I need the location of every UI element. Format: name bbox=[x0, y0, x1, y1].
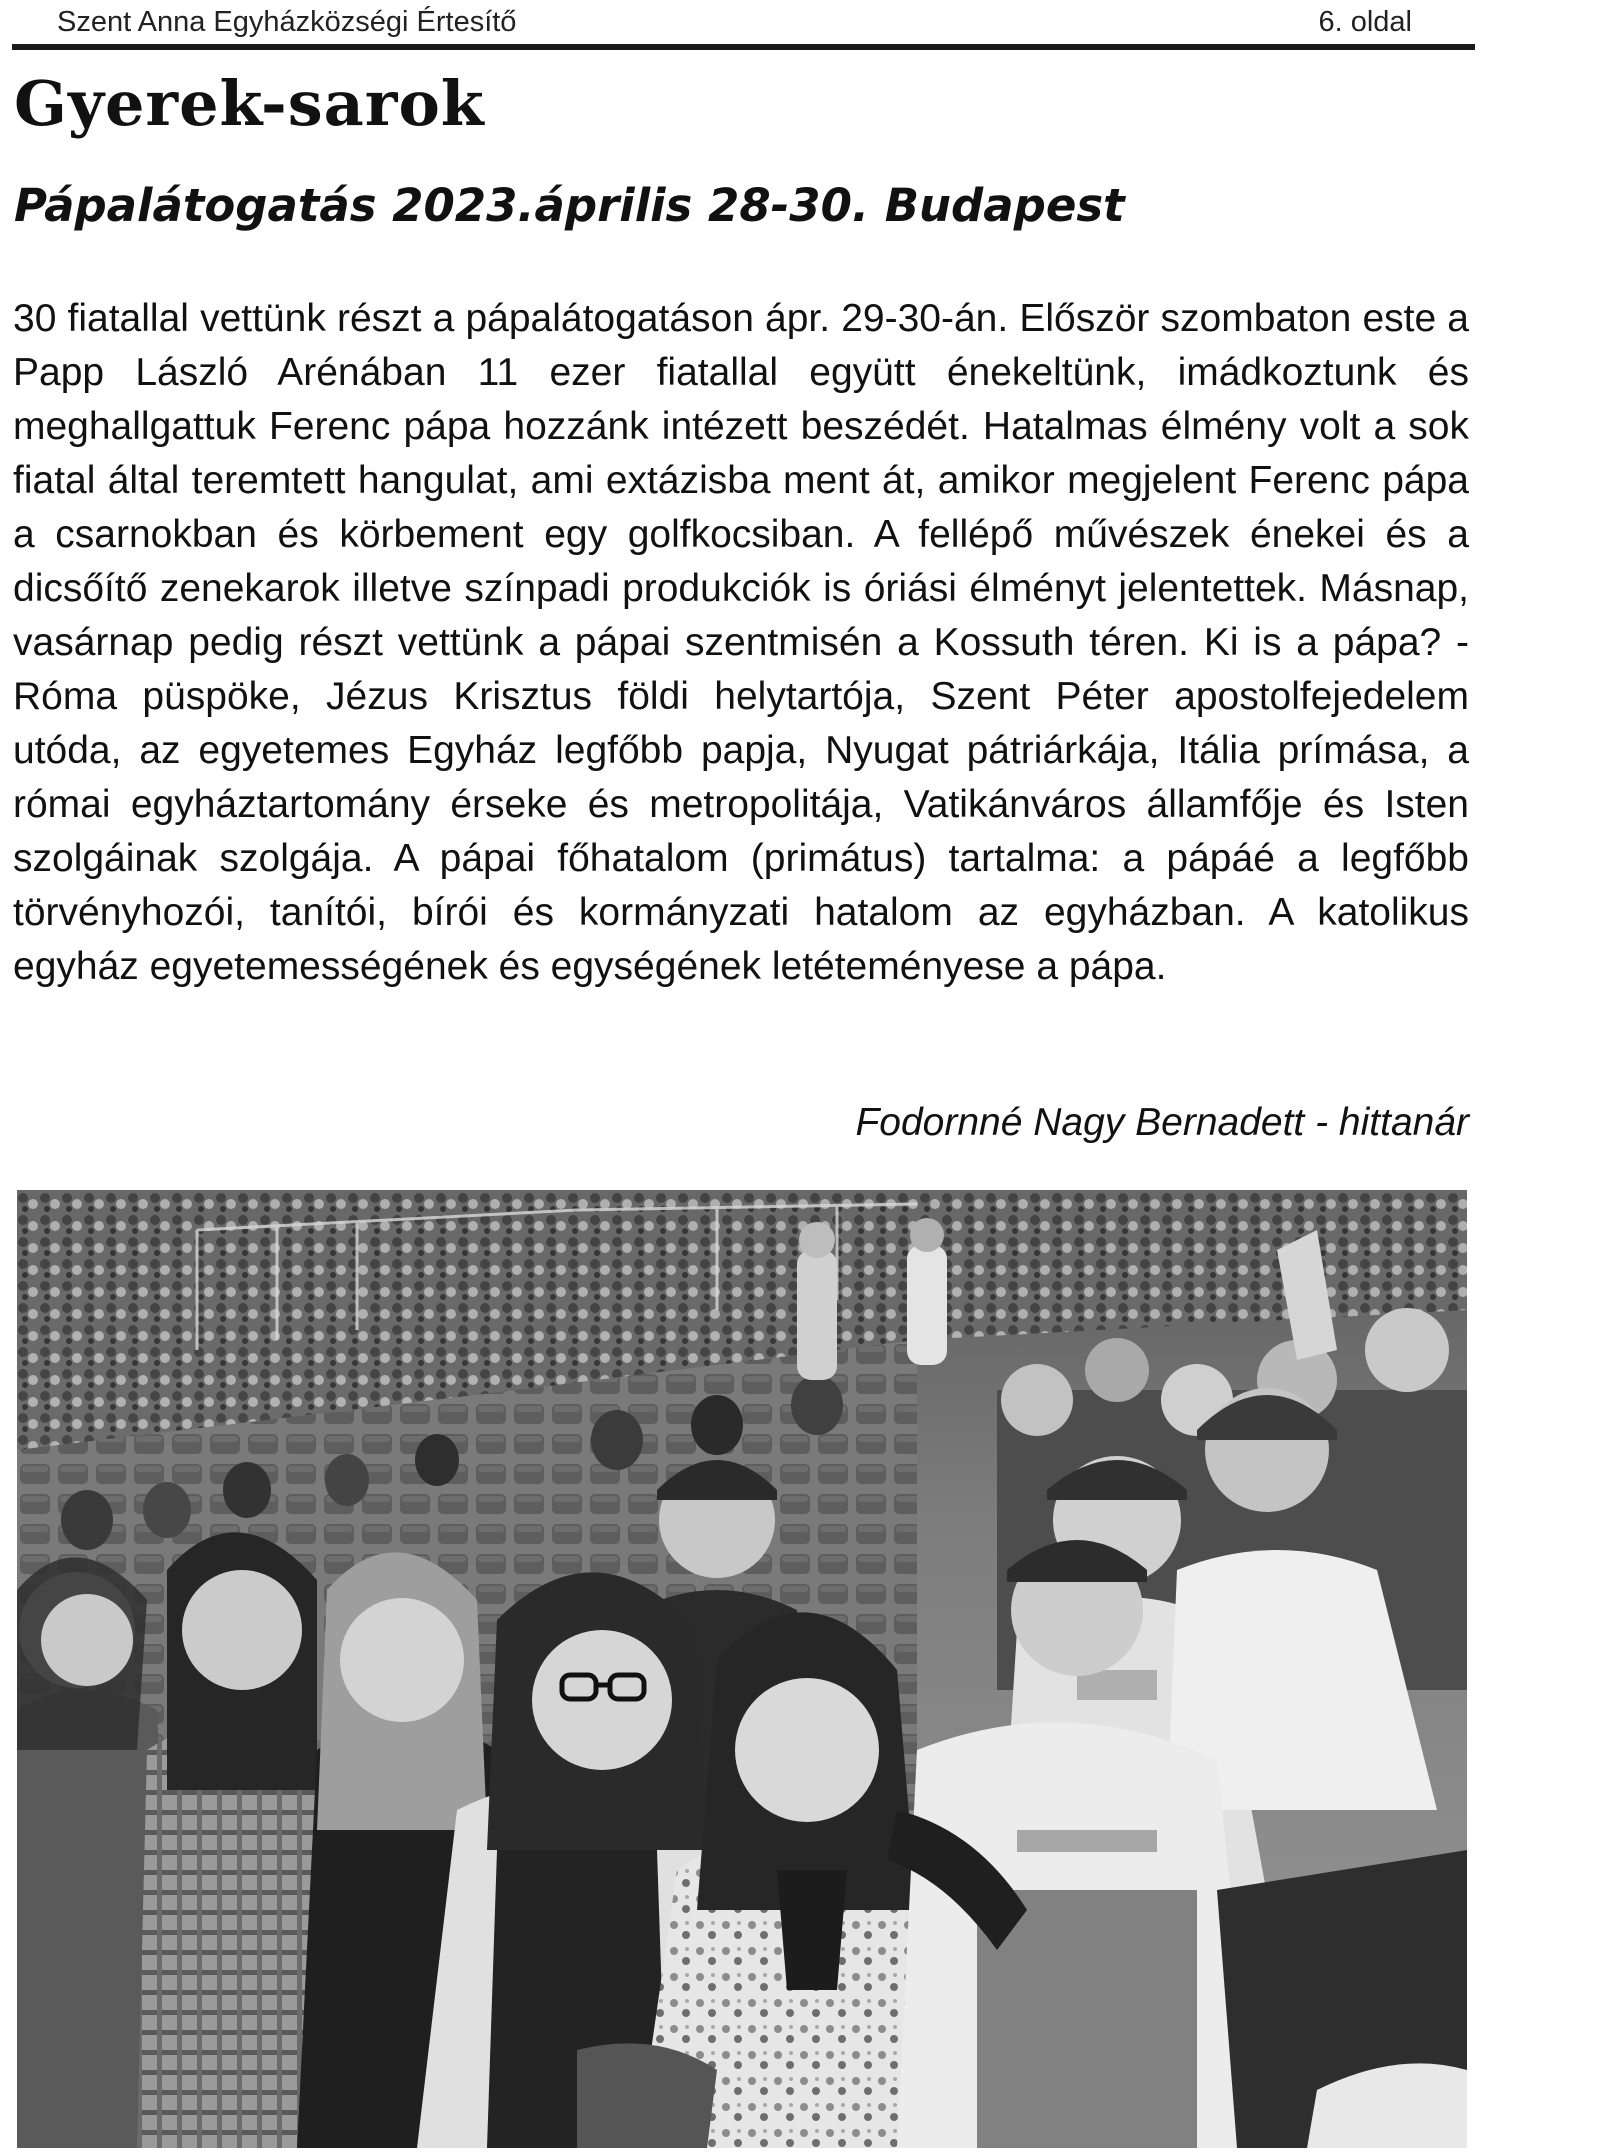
article-signature: Fodornné Nagy Bernadett - hittanár bbox=[855, 1101, 1469, 1144]
section-title: Gyerek-sarok bbox=[14, 67, 485, 140]
event-photo-drawing bbox=[17, 1190, 1467, 2148]
page-number: 6. oldal bbox=[1318, 6, 1412, 38]
article-title: Pápalátogatás 2023.április 28-30. Budapest bbox=[14, 179, 1125, 232]
publication-name: Szent Anna Egyházközségi Értesítő bbox=[57, 6, 517, 38]
event-photo bbox=[17, 1190, 1467, 2148]
running-header bbox=[57, 0, 1412, 44]
header-rule bbox=[12, 44, 1475, 50]
article-body: 30 fiatallal vettünk részt a pápalátogatáson ápr. 29-30-án. Először szombaton este a Papp László Arénában 11 ezer fiatallal együtt énekeltünk, imádkoztunk és meghallgattuk Ferenc pápa hozzánk intézett beszédét. Hatalmas élmény volt a sok fiatal által teremtett hangulat, ami extázisba ment át, amikor megjelent Ferenc pápa a csarnokban és körbement egy golfkocsiban. A fellépő művészek énekei és a dicsőítő zenekarok illetve színpadi produkciók is óriási élményt jelentettek. Másnap, vasárnap pedig részt vettünk a pápai szentmisén a Kossuth téren. Ki is a pápa? - Róma püspöke, Jézus Krisztus földi helytartója, Szent Péter apostolfejedelem utóda, az egyetemes Egyház legfőbb papja, Nyugat pátriárkája, Itália prímása, a római egyháztartomány érseke és metropolitája, Vatikánváros államfője és Isten szolgáinak szolgája. A pápai főhatalom (primátus) tartalma: a pápáé a legfőbb törvényhozói, tanítói, bírói és kormányzati hatalom az egyházban. A katolikus egyház egyetemességének és egységének letéteményese a pápa. bbox=[13, 297, 1469, 988]
